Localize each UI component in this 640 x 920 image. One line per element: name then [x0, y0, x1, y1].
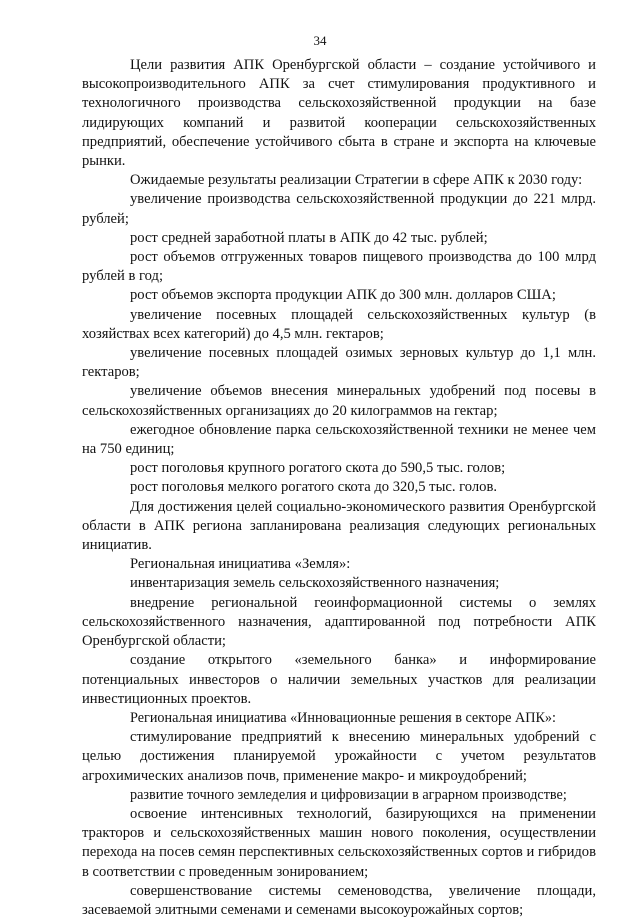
list-item-salary-growth: рост средней заработной платы в АПК до 42 тыс. рублей;: [130, 229, 488, 246]
list-item-fertilizer-volume: увеличение объемов внесения минеральных удобрений под посевы в сельскохозяйственных организациях до 20 килограммов на гектар;: [82, 383, 596, 419]
heading-initiative-land: Региональная инициатива «Земля»:: [130, 556, 351, 573]
list-item-land-inventory: инвентаризация земель сельскохозяйственного назначения;: [130, 575, 500, 592]
list-item-land-bank: создание открытого «земельного банка» и информирование потенциальных инвесторов о наличии земельных участков для реализации инвестиционных проектов.: [82, 652, 596, 707]
paragraph-goals: Цели развития АПК Оренбургской области – создание устойчивого и высокопроизводительного АПК за счет стимулирования продуктивного и технологичного производства сельскохозяйственной продукции на базе лидирующих компаний и развитой кооперации сельскохозяйственных предприятий, обеспечение устойчивого сбыта в стране и экспорта на ключевые рынки.: [82, 57, 596, 170]
list-item-production-growth: увеличение производства сельскохозяйственной продукции до 221 млрд. рублей;: [82, 191, 596, 227]
list-item-food-goods-growth: рост объемов отгруженных товаров пищевого производства до 100 млрд рублей в год;: [82, 249, 596, 285]
list-item-sown-area-growth: увеличение посевных площадей сельскохозяйственных культур (в хозяйствах всех категорий) до 4,5 млн. гектаров;: [82, 306, 596, 342]
list-item-seed-system: совершенствование системы семеноводства, увеличение площади, засеваемой элитными семенами и семенами высокоурожайных сортов;: [82, 882, 596, 918]
document-body: [82, 56, 596, 920]
list-item-precision-farming: развитие точного земледелия и цифровизации в аграрном производстве;: [130, 786, 567, 803]
list-item-export-growth: рост объемов экспорта продукции АПК до 300 млн. долларов США;: [130, 287, 556, 304]
list-item-small-cattle-herd: рост поголовья мелкого рогатого скота до 320,5 тыс. голов.: [130, 479, 497, 496]
page-number: 34: [313, 33, 327, 48]
paragraph-expected-results-heading: Ожидаемые результаты реализации Стратегии в сфере АПК к 2030 году:: [130, 172, 583, 189]
list-item-fertilizer-stimulation: стимулирование предприятий к внесению минеральных удобрений с целью достижения планируемой урожайности с учетом результатов агрохимических анализов почв, применение макро- и микроудобрений;: [82, 729, 596, 784]
paragraph-regional-initiatives: Для достижения целей социально-экономического развития Оренбургской области в АПК региона запланирована реализация следующих региональных инициатив.: [82, 498, 596, 554]
list-item-cattle-herd: рост поголовья крупного рогатого скота до 590,5 тыс. голов;: [130, 460, 506, 477]
heading-initiative-innovations: Региональная инициатива «Инновационные решения в секторе АПК»:: [130, 709, 556, 726]
list-item-winter-crops-area: увеличение посевных площадей озимых зерновых культур до 1,1 млн. гектаров;: [82, 345, 596, 381]
list-item-intensive-technologies: освоение интенсивных технологий, базирующихся на применении тракторов и сельскохозяйственных машин нового поколения, осуществлении перехода на посев семян перспективных сельскохозяйственных сортов и гибридов в соответствии с проведенным зонированием;: [82, 805, 596, 880]
list-item-machinery-renewal: ежегодное обновление парка сельскохозяйственной техники не менее чем на 750 единиц;: [82, 421, 596, 458]
list-item-geoinformation-system: внедрение региональной геоинформационной системы о землях сельскохозяйственного назначения, адаптированной под потребности АПК Оренбургской области;: [82, 594, 596, 650]
